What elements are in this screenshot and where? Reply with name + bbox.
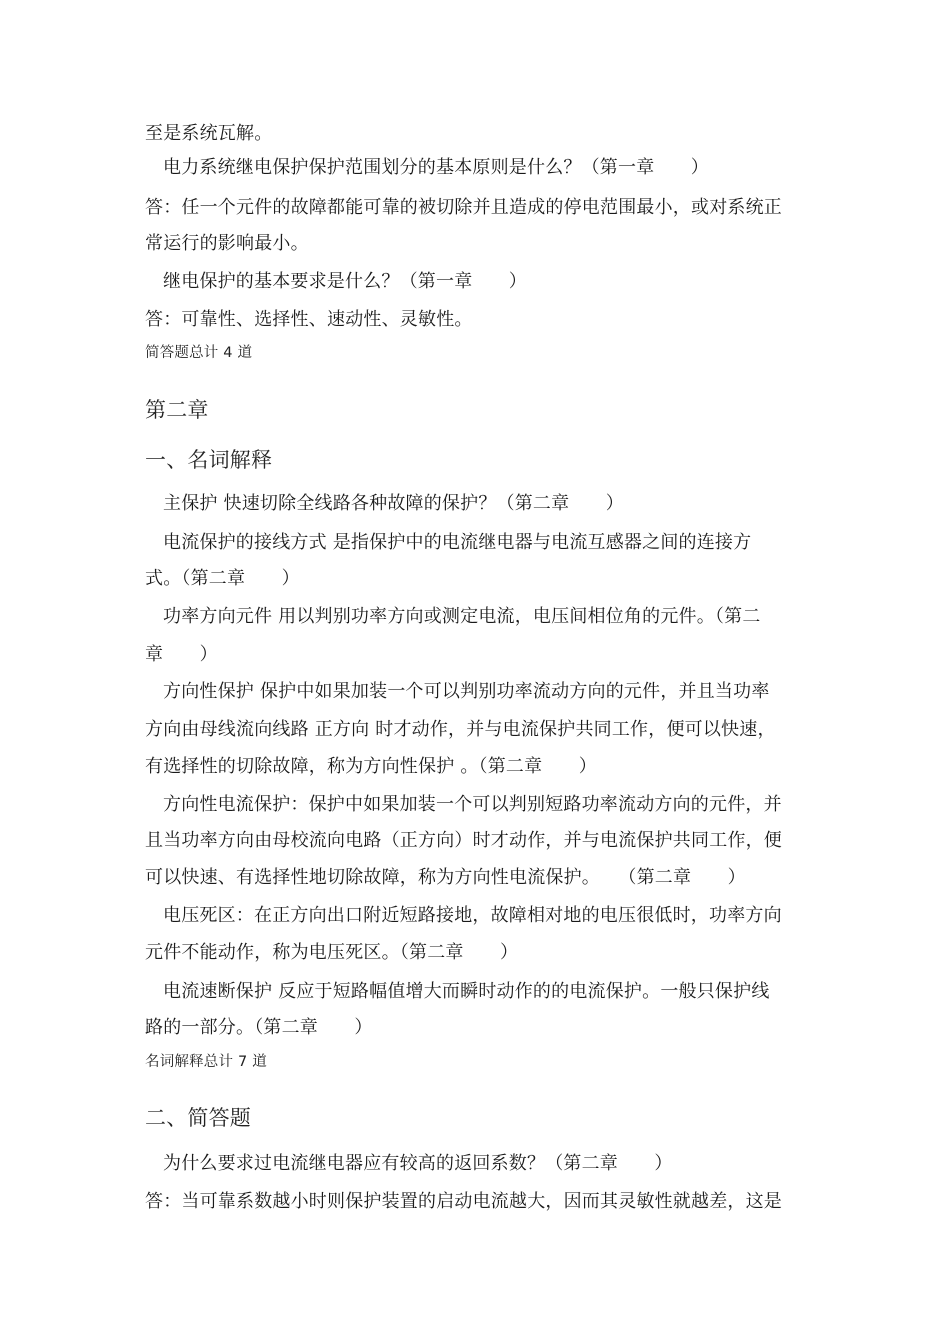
answer-line: 答：当可靠系数越小时则保护装置的启动电流越大，因而其灵敏性就越差，这是: [145, 1191, 782, 1212]
term-line: 电压死区：在正方向出口附近短路接地，故障相对地的电压很低时，功率方向: [163, 905, 782, 926]
question-line: 继电保护的基本要求是什么？（第一章 ）: [163, 271, 527, 292]
term-line: 主保护 快速切除全线路各种故障的保护？（第二章 ）: [163, 493, 624, 514]
term-line: 电流速断保护 反应于短路幅值增大而瞬时动作的的电流保护。一般只保护线: [163, 981, 770, 1002]
text-line: 至是系统瓦解。: [145, 123, 273, 144]
question-line: 为什么要求过电流继电器应有较高的返回系数？（第二章 ）: [163, 1153, 673, 1174]
term-line: 电流保护的接线方式 是指保护中的电流继电器与电流互感器之间的连接方: [163, 532, 752, 553]
text-line: 方向由母线流向线路 正方向 时才动作，并与电流保护共同工作，便可以快速，: [145, 719, 776, 740]
section-count: 简答题总计 4 道: [145, 345, 253, 361]
text-line: 有选择性的切除故障，称为方向性保护 。（第二章 ）: [145, 756, 597, 777]
section-heading: 一、名词解释: [145, 448, 273, 472]
term-line: 方向性保护 保护中如果加装一个可以判别功率流动方向的元件，并且当功率: [163, 681, 770, 702]
text-line: 路的一部分。（第二章 ）: [145, 1017, 373, 1038]
answer-line: 答：可靠性、选择性、速动性、灵敏性。: [145, 309, 473, 330]
answer-line: 答：任一个元件的故障都能可靠的被切除并且造成的停电范围最小，或对系统正: [145, 197, 782, 218]
term-line: 功率方向元件 用以判别功率方向或测定电流，电压间相位角的元件。（第二: [163, 606, 761, 627]
section-count: 名词解释总计 7 道: [145, 1054, 267, 1070]
text-line: 式。（第二章 ）: [145, 568, 300, 589]
text-line: 可以快速、有选择性地切除故障，称为方向性电流保护。 （第二章 ）: [145, 867, 746, 888]
text-line: 元件不能动作，称为电压死区。（第二章 ）: [145, 942, 519, 963]
chapter-heading: 第二章: [145, 398, 209, 422]
text-line: 且当功率方向由母校流向电路（正方向）时才动作，并与电流保护共同工作，便: [145, 830, 782, 851]
text-line: 常运行的影响最小。: [145, 233, 309, 254]
section-heading: 二、简答题: [145, 1106, 251, 1130]
question-line: 电力系统继电保护保护范围划分的基本原则是什么？（第一章 ）: [163, 157, 709, 178]
term-line: 方向性电流保护：保护中如果加装一个可以判别短路功率流动方向的元件，并: [163, 794, 782, 815]
text-line: 章 ）: [145, 644, 218, 665]
